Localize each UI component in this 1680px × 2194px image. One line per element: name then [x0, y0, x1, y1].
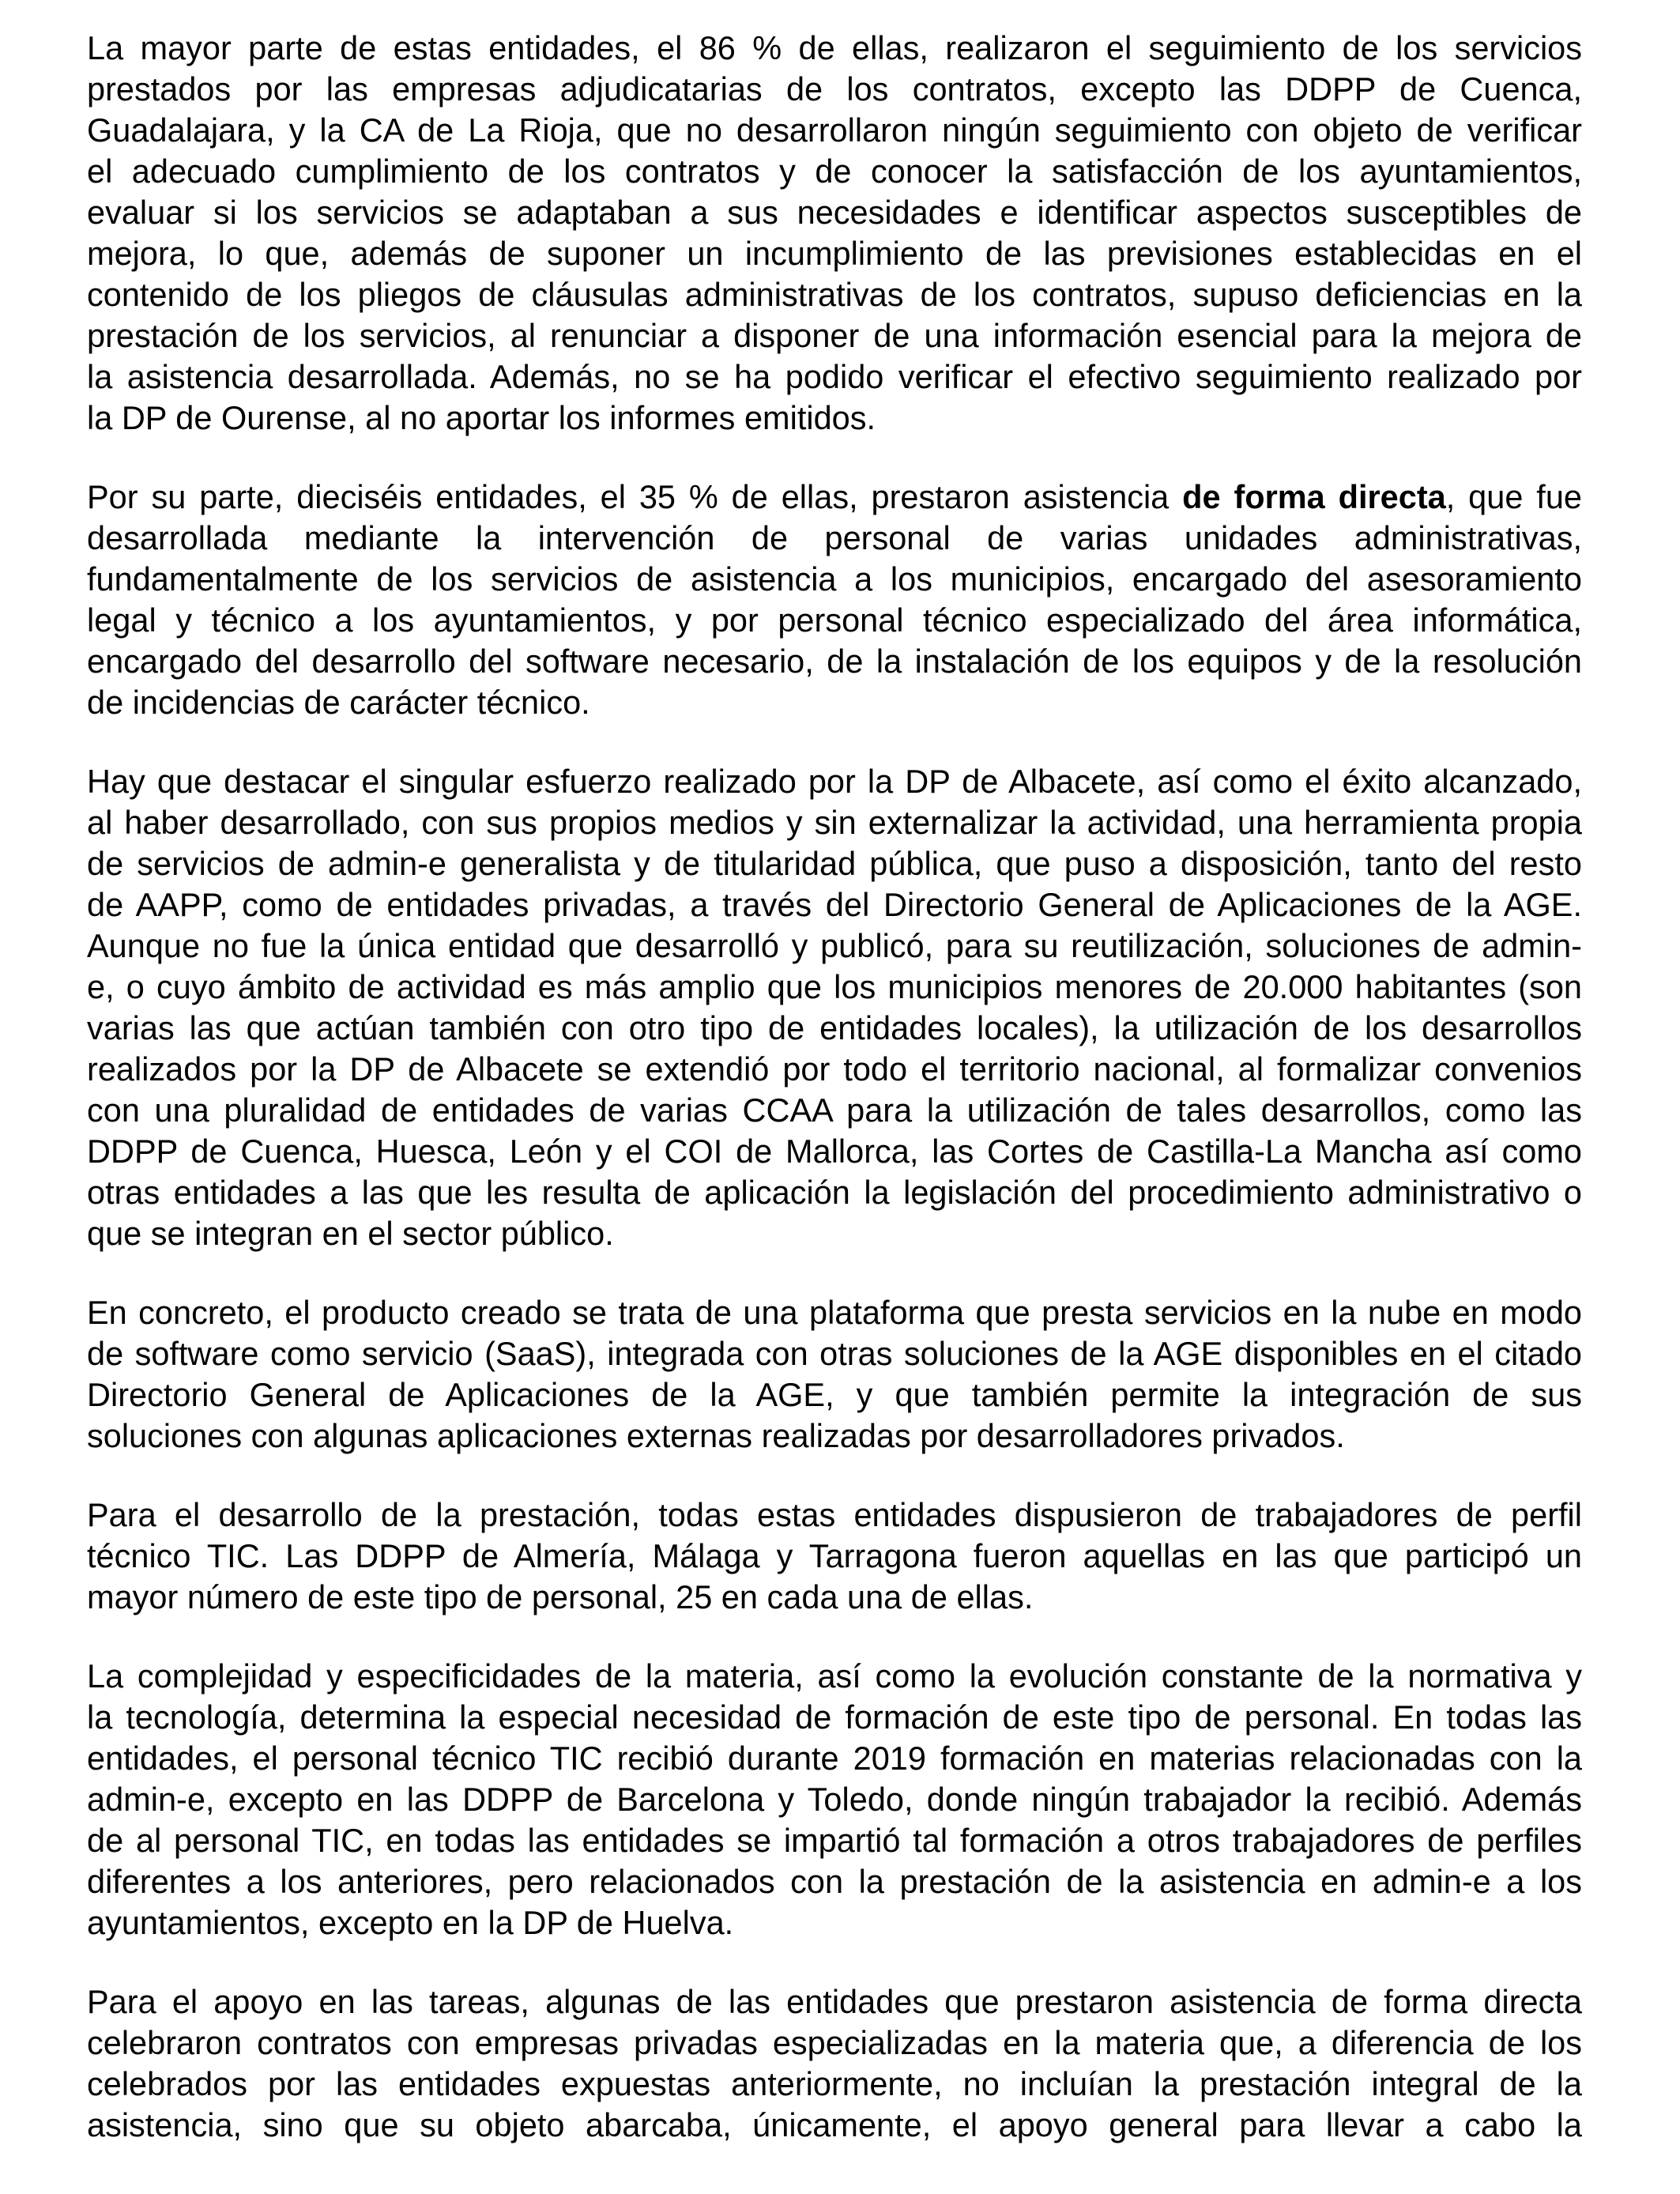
paragraph: [87, 761, 1582, 1254]
text-line: evaluar si los servicios se adaptaban a sus necesidades e identificar aspectos susceptibles de: [87, 194, 1582, 231]
paragraph: [87, 28, 1582, 439]
text-line: DDPP de Cuenca, Huesca, León y el COI de Mallorca, las Cortes de Castilla-La Mancha así como: [87, 1133, 1582, 1170]
text-line: otras entidades a las que les resulta de aplicación la legislación del procedimiento administrativo o: [87, 1174, 1582, 1211]
text-line: la asistencia desarrollada. Además, no se ha podido verificar el efectivo seguimiento realizado por: [87, 358, 1582, 395]
paragraph: [87, 1981, 1582, 2146]
paragraph: [87, 1292, 1582, 1457]
text-line: Hay que destacar el singular esfuerzo realizado por la DP de Albacete, así como el éxito alcanzado,: [87, 763, 1582, 800]
text-line: La complejidad y especificidades de la materia, así como la evolución constante de la normativa y: [87, 1657, 1582, 1695]
text-line: legal y técnico a los ayuntamientos, y por personal técnico especializado del área informática,: [87, 601, 1582, 639]
paragraph: [87, 477, 1582, 723]
text-line: al haber desarrollado, con sus propios medios y sin externalizar la actividad, una herramienta propia: [87, 804, 1582, 841]
text-line: asistencia, sino que su objeto abarcaba, únicamente, el apoyo general para llevar a cabo la: [87, 2106, 1582, 2143]
paragraph: [87, 1656, 1582, 1943]
text-line: soluciones con algunas aplicaciones externas realizadas por desarrolladores privados.: [87, 1417, 1345, 1454]
text-line: que se integran en el sector público.: [87, 1215, 614, 1252]
text-line: Para el apoyo en las tareas, algunas de las entidades que prestaron asistencia de forma directa: [87, 1983, 1582, 2020]
text-line: La mayor parte de estas entidades, el 86 % de ellas, realizaron el seguimiento de los servicios: [87, 29, 1582, 66]
text-line: Aunque no fue la única entidad que desarrolló y publicó, para su reutilización, soluciones de admin-: [87, 927, 1582, 964]
text-line: el adecuado cumplimiento de los contratos y de conocer la satisfacción de los ayuntamientos,: [87, 153, 1582, 190]
text-segment: Por su parte, dieciséis entidades, el 35 % de ellas, prestaron asistencia: [87, 478, 1183, 515]
text-line: varias las que actúan también con otro tipo de entidades locales), la utilización de los desarrollos: [87, 1009, 1582, 1046]
text-line: de incidencias de carácter técnico.: [87, 684, 590, 721]
text-line: En concreto, el producto creado se trata de una plataforma que presta servicios en la nube en modo: [87, 1294, 1582, 1331]
bold-text: de forma directa: [1182, 478, 1446, 515]
text-line: prestación de los servicios, al renunciar a disponer de una información esencial para la mejora de: [87, 317, 1582, 354]
text-line: prestados por las empresas adjudicatarias de los contratos, excepto las DDPP de Cuenca,: [87, 70, 1582, 107]
text-line: entidades, el personal técnico TIC recibió durante 2019 formación en materias relacionadas con la: [87, 1740, 1582, 1777]
text-line: celebrados por las entidades expuestas anteriormente, no incluían la prestación integral de la: [87, 2065, 1582, 2102]
text-line: la DP de Ourense, al no aportar los informes emitidos.: [87, 399, 876, 436]
text-line: contenido de los pliegos de cláusulas administrativas de los contratos, supuso deficiencias en la: [87, 276, 1582, 313]
text-line: mejora, lo que, además de suponer un incumplimiento de las previsiones establecidas en el: [87, 235, 1582, 272]
text-line: mayor número de este tipo de personal, 25 en cada una de ellas.: [87, 1578, 1034, 1615]
text-line: de software como servicio (SaaS), integrada con otras soluciones de la AGE disponibles en el citado: [87, 1335, 1582, 1372]
text-line: con una pluralidad de entidades de varias CCAA para la utilización de tales desarrollos, como las: [87, 1091, 1582, 1129]
text-line: admin-e, excepto en las DDPP de Barcelona y Toledo, donde ningún trabajador la recibió. Además: [87, 1781, 1582, 1818]
paragraph: [87, 1495, 1582, 1618]
text-line: ayuntamientos, excepto en la DP de Huelva.: [87, 1904, 734, 1941]
text-line: realizados por la DP de Albacete se extendió por todo el territorio nacional, al formalizar convenios: [87, 1050, 1582, 1088]
text-line: técnico TIC. Las DDPP de Almería, Málaga y Tarragona fueron aquellas en las que participó un: [87, 1537, 1582, 1574]
text-line: Directorio General de Aplicaciones de la AGE, y que también permite la integración de sus: [87, 1376, 1582, 1413]
text-line: Guadalajara, y la CA de La Rioja, que no desarrollaron ningún seguimiento con objeto de verificar: [87, 111, 1582, 149]
text-line: e, o cuyo ámbito de actividad es más amplio que los municipios menores de 20.000 habitantes (son: [87, 968, 1582, 1005]
text-line: de AAPP, como de entidades privadas, a través del Directorio General de Aplicaciones de la AGE.: [87, 886, 1582, 923]
text-segment: , que fue: [1445, 478, 1582, 515]
text-line: Para el desarrollo de la prestación, todas estas entidades dispusieron de trabajadores de perfil: [87, 1496, 1582, 1533]
text-line: de al personal TIC, en todas las entidades se impartió tal formación a otros trabajadores de perfiles: [87, 1822, 1582, 1859]
document-page: [87, 28, 1582, 2184]
text-line: fundamentalmente de los servicios de asistencia a los municipios, encargado del asesoramiento: [87, 560, 1582, 598]
text-line: de servicios de admin-e generalista y de titularidad pública, que puso a disposición, tanto del resto: [87, 845, 1582, 882]
text-line: la tecnología, determina la especial necesidad de formación de este tipo de personal. En todas las: [87, 1698, 1582, 1736]
text-line: encargado del desarrollo del software necesario, de la instalación de los equipos y de la resolución: [87, 643, 1582, 680]
text-line: celebraron contratos con empresas privadas especializadas en la materia que, a diferencia de los: [87, 2024, 1582, 2061]
text-line: [87, 477, 1582, 518]
text-line: desarrollada mediante la intervención de personal de varias unidades administrativas,: [87, 519, 1582, 556]
text-line: diferentes a los anteriores, pero relacionados con la prestación de la asistencia en admin-e a los: [87, 1863, 1582, 1900]
